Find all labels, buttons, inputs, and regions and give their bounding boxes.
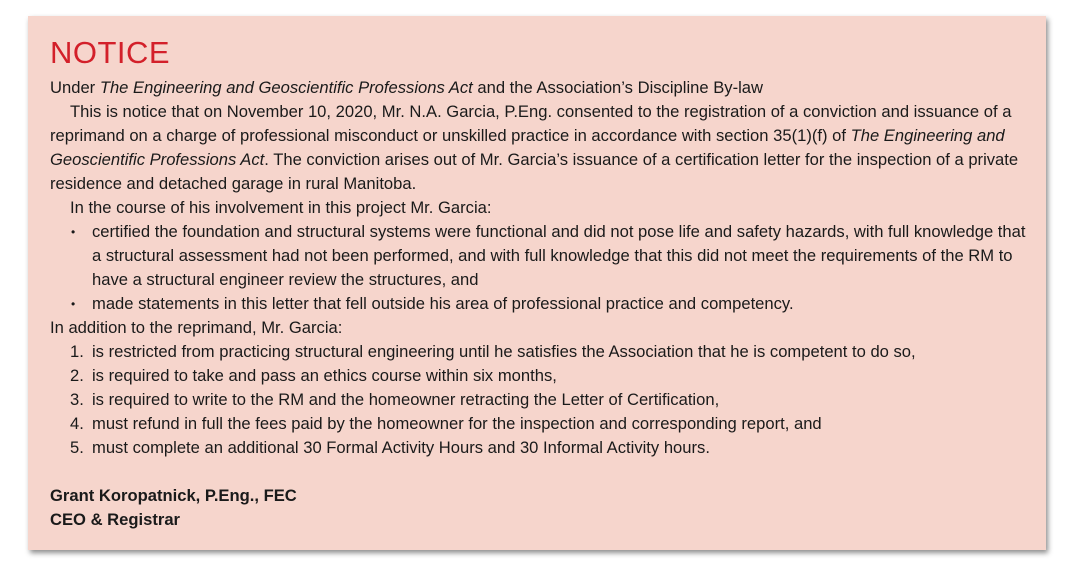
list-text: must complete an additional 30 Formal Activity Hours and 30 Informal Activity hours. — [92, 438, 710, 457]
list-number: 3. — [70, 390, 84, 409]
signature-block — [50, 484, 1026, 532]
paragraph-part1: This is notice that on November 10, 2020, Mr. N.A. Garcia, P.Eng. consented to the registration of a conviction and issuance of a reprimand on a charge of professional misconduct or unskilled practice in accordance with section 35(1)(f) of — [50, 102, 1012, 145]
signature-name: Grant Koropatnick, P.Eng., FEC — [50, 486, 297, 505]
list-item: • made statements in this letter that fell outside his area of professional practice and competency. — [70, 292, 1026, 316]
list-number: 1. — [70, 342, 84, 361]
list-item — [70, 340, 1026, 364]
conditions-list — [50, 340, 1026, 460]
intro-line — [50, 76, 1026, 100]
list-text: is restricted from practicing structural engineering until he satisfies the Association that he is competent to do so, — [92, 342, 916, 361]
list-item: • certified the foundation and structural systems were functional and did not pose life and safety hazards, with full knowledge that a structural assessment had not been performed, and with full knowledge that this did not meet the requirements of the RM to have a structural engineer review the structures, and — [70, 220, 1026, 292]
involvement-intro: In the course of his involvement in this project Mr. Garcia: — [70, 198, 492, 217]
list-item — [70, 436, 1026, 460]
list-text: is required to write to the RM and the homeowner retracting the Letter of Certification, — [92, 390, 720, 409]
list-number: 4. — [70, 414, 84, 433]
list-text: is required to take and pass an ethics course within six months, — [92, 366, 557, 385]
paragraph-part2: . The conviction arises out of Mr. Garcia’s issuance of a certification letter for the inspection of a private residence and detached garage in rural Manitoba. — [50, 150, 1019, 193]
list-number: 2. — [70, 366, 84, 385]
list-number: 5. — [70, 438, 84, 457]
list-text: must refund in full the fees paid by the homeowner for the inspection and corresponding report, and — [92, 414, 822, 433]
list-item — [70, 388, 1026, 412]
reprimand-intro: In addition to the reprimand, Mr. Garcia: — [50, 318, 343, 337]
intro-act-name: The Engineering and Geoscientific Professions Act — [99, 78, 473, 97]
list-item — [70, 412, 1026, 436]
intro-suffix: and the Association’s Discipline By-law — [472, 78, 763, 97]
notice-title: NOTICE — [50, 35, 171, 70]
involvement-list — [50, 220, 1026, 316]
notice-paragraph — [50, 100, 1026, 196]
signature-role: CEO & Registrar — [50, 510, 181, 529]
list-item — [70, 364, 1026, 388]
paragraph-act-name: The Engineering and Geoscientific Professions Act — [50, 126, 1005, 169]
intro-prefix: Under — [50, 78, 100, 97]
notice-box — [28, 16, 1046, 550]
